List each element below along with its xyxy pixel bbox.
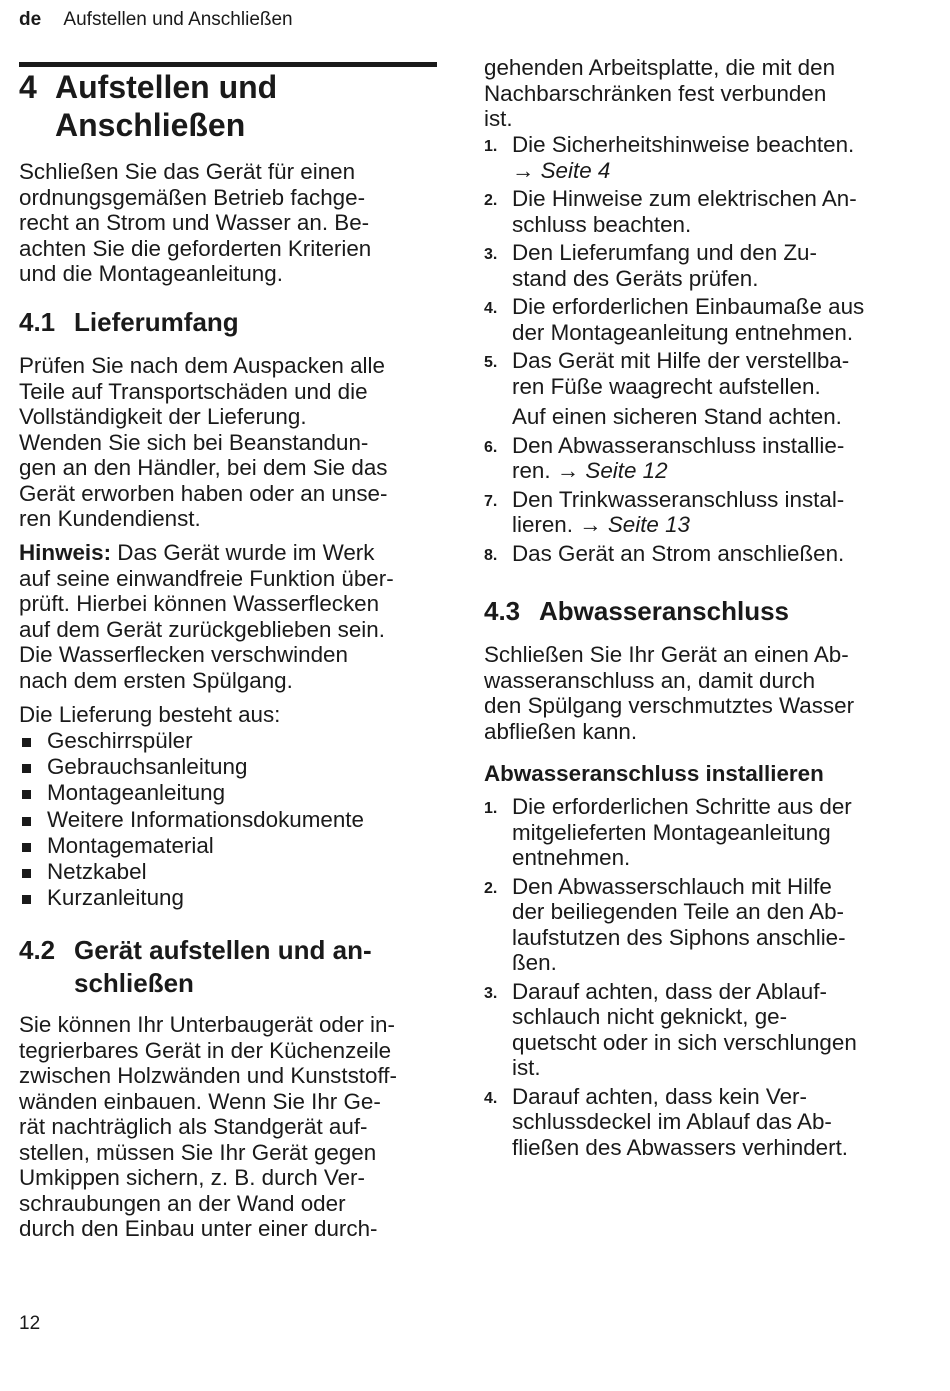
text-line: der beiliegenden Teile an den Ab- bbox=[512, 899, 844, 924]
step-item bbox=[484, 186, 904, 237]
section-title: Lieferumfang bbox=[74, 307, 239, 337]
step-number: 4. bbox=[484, 300, 498, 317]
text-line: schluss beachten. bbox=[512, 211, 692, 237]
text-line: fließen des Abwassers verhindert. bbox=[512, 1134, 849, 1160]
text-line: Das Gerät an Strom anschließen. bbox=[512, 540, 845, 566]
list-item: Netzkabel bbox=[19, 859, 437, 885]
text-line: Schließen Sie das Gerät für einen bbox=[19, 159, 356, 184]
text-line: Die Hinweise zum elektrischen An- bbox=[512, 186, 857, 211]
text-line: zwischen Holzwänden und Kunststoff- bbox=[19, 1063, 397, 1088]
text-line: mitgelieferten Montageanleitung bbox=[512, 819, 831, 845]
section-4-1-paragraph bbox=[19, 353, 437, 532]
text-line: Den Lieferumfang und den Zu- bbox=[512, 240, 817, 265]
text-line bbox=[512, 458, 844, 484]
chapter-title bbox=[19, 68, 277, 144]
text-line: Wenden Sie sich bei Beanstandun- bbox=[19, 429, 369, 455]
text-line: Nachbarschränken fest verbunden bbox=[484, 80, 827, 106]
right-column bbox=[484, 0, 904, 1300]
text-line: den Spülgang verschmutztes Wasser bbox=[484, 693, 855, 718]
note-first-line bbox=[19, 540, 437, 566]
text-line: Gerät erworben haben oder an unse- bbox=[19, 480, 388, 506]
text-line: ist. bbox=[484, 106, 513, 131]
text-line: tegrierbares Gerät in der Küchenzeile bbox=[19, 1037, 392, 1063]
text-line: Den Trinkwasseranschluss instal- bbox=[512, 486, 845, 512]
text-line: abfließen kann. bbox=[484, 718, 638, 744]
text-line: Sie können Ihr Unterbaugerät oder in- bbox=[19, 1012, 395, 1037]
list-item: Weitere Informationsdokumente bbox=[19, 807, 437, 833]
step-item bbox=[484, 487, 904, 538]
text-line: Den Abwasseranschluss installie- bbox=[512, 432, 845, 458]
step-item bbox=[484, 541, 904, 569]
text-line: ßen. bbox=[512, 950, 557, 975]
step-number: 6. bbox=[484, 438, 498, 456]
installation-steps bbox=[484, 132, 904, 568]
text-line: schraubungen an der Wand oder bbox=[19, 1190, 346, 1216]
section-number: 4.1 bbox=[19, 307, 56, 337]
section-4-2-continuation bbox=[484, 55, 904, 132]
chapter-title-line2: Anschließen bbox=[55, 107, 246, 143]
section-4-3-paragraph bbox=[484, 642, 904, 744]
section-4-2-heading bbox=[19, 934, 437, 1000]
step-number: 4. bbox=[484, 1089, 498, 1107]
text-line: durch den Einbau unter einer durch- bbox=[19, 1216, 378, 1241]
step-item bbox=[484, 794, 904, 871]
page-reference-link[interactable]: → Seite 4 bbox=[512, 157, 611, 183]
text-line: Die Sicherheitshinweise beachten. bbox=[512, 132, 855, 157]
text-line: recht an Strom und Wasser an. Be- bbox=[19, 210, 370, 235]
section-4-1-heading bbox=[19, 306, 437, 339]
chapter-intro bbox=[19, 159, 437, 287]
step-number: 5. bbox=[484, 354, 498, 371]
step-number: 3. bbox=[484, 984, 498, 1002]
text-line: Die erforderlichen Einbaumaße aus bbox=[512, 294, 865, 319]
step-item bbox=[484, 979, 904, 1081]
text-line: gen an den Händler, bei dem Sie das bbox=[19, 455, 388, 480]
section-title-line2: schließen bbox=[74, 968, 194, 998]
text-line: wänden einbauen. Wenn Sie Ihr Ge- bbox=[19, 1088, 381, 1114]
text-line: gehenden Arbeitsplatte, die mit den bbox=[484, 55, 836, 80]
list-item: Montageanleitung bbox=[19, 780, 437, 806]
step-number: 8. bbox=[484, 546, 498, 564]
note-label: Hinweis: bbox=[19, 540, 112, 565]
text-line: Teile auf Transportschäden und die bbox=[19, 378, 368, 404]
chapter-number: 4 bbox=[19, 69, 37, 105]
text-line: Die Wasserflecken verschwinden bbox=[19, 642, 348, 667]
text-line: Darauf achten, dass der Ablauf- bbox=[512, 978, 827, 1004]
page-reference-link[interactable]: → Seite 12 bbox=[556, 458, 668, 483]
text-line: ren Füße waagrecht aufstellen. bbox=[512, 373, 821, 399]
step-item bbox=[484, 1084, 904, 1161]
language-code: de bbox=[19, 9, 42, 30]
note-block bbox=[19, 540, 437, 693]
section-4-2-paragraph bbox=[19, 1012, 437, 1242]
note-text: Das Gerät wurde im Werk bbox=[111, 540, 375, 565]
text-line: entnehmen. bbox=[512, 845, 631, 870]
text-line: rät nachträglich als Standgerät auf- bbox=[19, 1114, 368, 1139]
text-line: der Montageanleitung entnehmen. bbox=[512, 319, 854, 345]
delivery-list bbox=[19, 728, 437, 911]
text-line: laufstutzen des Siphons anschlie- bbox=[512, 924, 846, 950]
step-note: Auf einen sicheren Stand achten. bbox=[512, 404, 842, 429]
chapter-title-line1: Aufstellen und bbox=[55, 69, 278, 105]
text-line: nach dem ersten Spülgang. bbox=[19, 667, 293, 693]
section-number: 4.2 bbox=[19, 935, 56, 965]
step-number: 1. bbox=[484, 800, 498, 817]
section-number: 4.3 bbox=[484, 596, 521, 626]
step-item bbox=[484, 132, 904, 183]
text-line: Umkippen sichern, z. B. durch Ver- bbox=[19, 1165, 365, 1190]
text-line: Das Gerät mit Hilfe der verstellba- bbox=[512, 348, 850, 373]
step-number: 2. bbox=[484, 879, 498, 897]
text-line: Vollständigkeit der Lieferung. bbox=[19, 404, 307, 429]
step-item bbox=[484, 294, 904, 345]
text-line: Die erforderlichen Schritte aus der bbox=[512, 794, 852, 819]
text-line bbox=[512, 512, 844, 538]
text-line: quetscht oder in sich verschlungen bbox=[512, 1029, 857, 1055]
text-line: stand des Geräts prüfen. bbox=[512, 265, 759, 291]
step-number: 1. bbox=[484, 138, 498, 155]
section-title-line1: Gerät aufstellen und an- bbox=[74, 935, 372, 965]
text-line: und die Montageanleitung. bbox=[19, 261, 283, 286]
text-line: ren Kundendienst. bbox=[19, 506, 201, 531]
step-number: 2. bbox=[484, 192, 498, 209]
text-line: Darauf achten, dass kein Ver- bbox=[512, 1083, 807, 1109]
text-line: Den Abwasserschlauch mit Hilfe bbox=[512, 873, 832, 899]
text-line: auf dem Gerät zurückgeblieben sein. bbox=[19, 616, 385, 642]
step-item bbox=[484, 874, 904, 976]
list-item: Gebrauchsanleitung bbox=[19, 754, 437, 780]
text-line: wasseranschluss an, damit durch bbox=[484, 667, 816, 693]
text-line: stellen, müssen Sie Ihr Gerät gegen bbox=[19, 1139, 377, 1165]
text-line: Schließen Sie Ihr Gerät an einen Ab- bbox=[484, 642, 849, 667]
step-number: 7. bbox=[484, 492, 498, 510]
section-title: Abwasseranschluss bbox=[539, 596, 790, 626]
text-line: prüft. Hierbei können Wasserflecken bbox=[19, 591, 380, 616]
step-item bbox=[484, 240, 904, 291]
list-intro: Die Lieferung besteht aus: bbox=[19, 702, 281, 727]
step-number: 3. bbox=[484, 246, 498, 263]
text-line: schlauch nicht geknickt, ge- bbox=[512, 1004, 788, 1029]
left-column bbox=[19, 0, 437, 1300]
text-line: auf seine einwandfreie Funktion über- bbox=[19, 565, 394, 591]
section-4-3-heading bbox=[484, 595, 904, 628]
subsection-heading: Abwasseranschluss installieren bbox=[484, 761, 824, 786]
text-fragment: lieren. bbox=[512, 512, 580, 537]
text-line: achten Sie die geforderten Kriterien bbox=[19, 235, 372, 261]
text-line: schlussdeckel im Ablauf das Ab- bbox=[512, 1109, 832, 1134]
step-item bbox=[484, 433, 904, 484]
header-title: Aufstellen und Anschließen bbox=[63, 9, 293, 30]
page-reference-link[interactable]: → Seite 13 bbox=[579, 512, 690, 537]
text-line: ist. bbox=[512, 1055, 541, 1080]
list-item: Geschirrspüler bbox=[19, 728, 437, 754]
text-line: ordnungsgemäßen Betrieb fachge- bbox=[19, 184, 366, 210]
text-line: Prüfen Sie nach dem Auspacken alle bbox=[19, 353, 385, 378]
list-item: Kurzanleitung bbox=[19, 885, 437, 911]
text-fragment: ren. bbox=[512, 458, 557, 483]
page-number: 12 bbox=[19, 1313, 41, 1334]
drain-steps bbox=[484, 794, 904, 1160]
list-item: Montagematerial bbox=[19, 833, 437, 859]
step-item bbox=[484, 348, 904, 430]
